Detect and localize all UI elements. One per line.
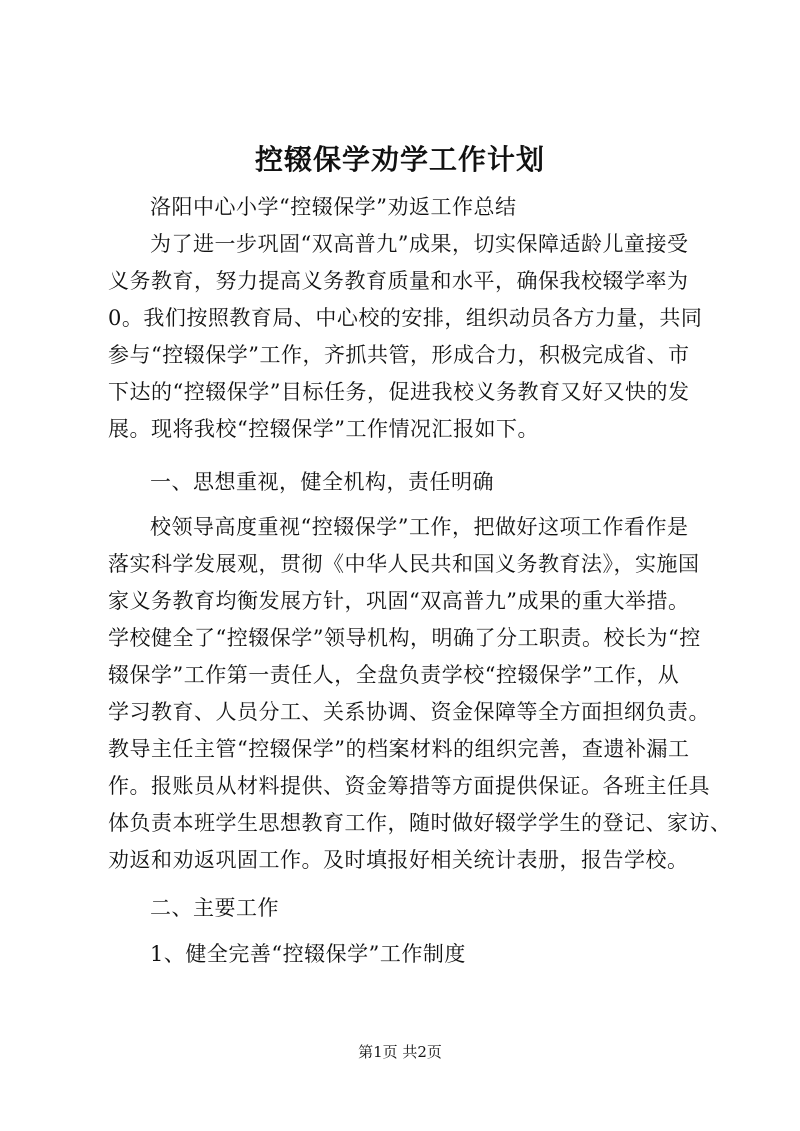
paragraph-line: 校领导高度重视“控辍保学”工作，把做好这项工作看作是: [150, 515, 689, 539]
document-subtitle: 洛阳中心小学“控辍保学”劝返工作总结: [150, 195, 517, 219]
paragraph-line: 0。我们按照教育局、中心校的安排，组织动员各方力量，共同: [108, 306, 703, 330]
paragraph-line: 劝返和劝返巩固工作。及时填报好相关统计表册，报告学校。: [108, 848, 689, 872]
document-title: 控辍保学劝学工作计划: [254, 143, 545, 176]
paragraph-line: 为了进一步巩固“双高普九”成果，切实保障适龄儿童接受: [150, 232, 689, 256]
paragraph-line: 家义务教育均衡发展方针，巩固“双高普九”成果的重大举措。: [108, 589, 690, 613]
paragraph-line: 义务教育，努力提高义务教育质量和水平，确保我校辍学率为: [108, 269, 689, 293]
subsection-heading: 1、健全完善“控辍保学”工作制度: [150, 942, 466, 966]
paragraph-line: 落实科学发展观，贯彻《中华人民共和国义务教育法》，实施国: [108, 552, 700, 576]
paragraph-line: 教导主任主管“控辍保学”的档案材料的组织完善，查遗补漏工: [108, 737, 690, 761]
paragraph-line: 展。现将我校“控辍保学”工作情况汇报如下。: [108, 417, 539, 441]
paragraph-line: 辍保学”工作第一责任人，全盘负责学校“控辍保学”工作，从: [108, 663, 680, 687]
paragraph-line: 参与“控辍保学”工作，齐抓共管，形成合力，积极完成省、市: [108, 343, 690, 367]
paragraph-line: 作。报账员从材料提供、资金筹措等方面提供保证。各班主任具: [108, 774, 710, 798]
paragraph-line: 体负责本班学生思想教育工作，随时做好辍学学生的登记、家访、: [108, 811, 732, 835]
section-heading: 二、主要工作: [150, 896, 279, 920]
page-number: 第1页 共2页: [358, 1043, 442, 1061]
paragraph-line: 学习教育、人员分工、关系协调、资金保障等全方面担纲负责。: [108, 700, 710, 724]
paragraph-line: 下达的“控辍保学”目标任务，促进我校义务教育又好又快的发: [108, 380, 690, 404]
section-heading: 一、思想重视，健全机构，责任明确: [150, 470, 494, 494]
paragraph-line: 学校健全了“控辍保学”领导机构，明确了分工职责。校长为“控: [108, 626, 701, 650]
